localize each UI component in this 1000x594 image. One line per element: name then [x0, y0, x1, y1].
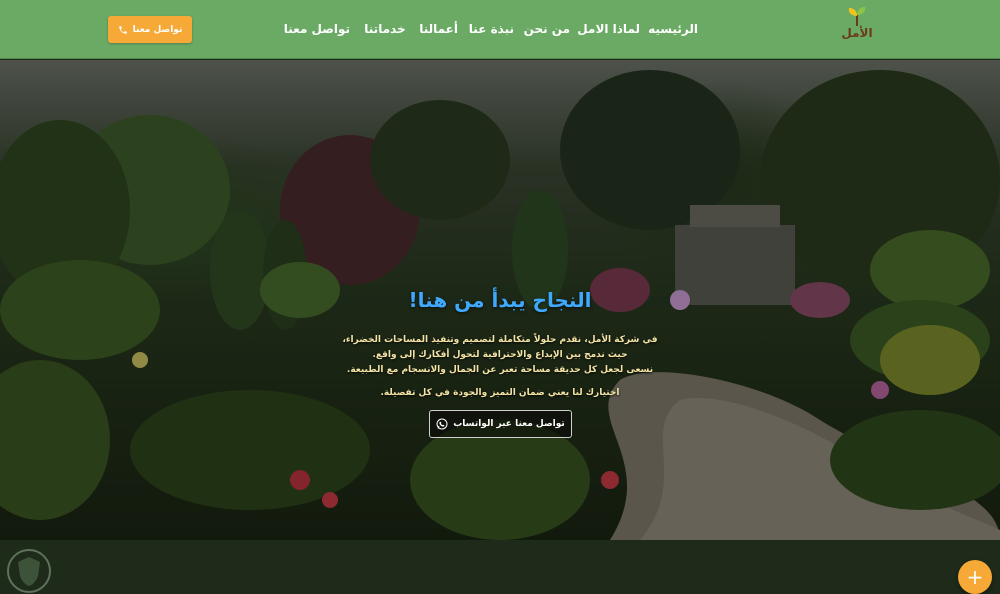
hero-title: النجاح يبدأ من هنا!: [408, 288, 592, 312]
plus-icon: +: [966, 565, 984, 589]
nav-item-works[interactable]: أعمالنا: [419, 22, 458, 36]
hero-paragraph-line-2: حيث ندمج بين الإبداع والاحترافية لتحول أفكارك إلى واقع.: [372, 350, 628, 360]
whatsapp-button[interactable]: [429, 410, 572, 438]
hero-paragraph-line-3: نسعى لجعل كل حديقة مساحة تعبر عن الجمال والانسجام مع الطبيعة.: [346, 365, 654, 375]
whatsapp-button-label: تواصل معنا عبر الواتساب: [453, 419, 565, 429]
nav-item-home[interactable]: الرئيسيه: [648, 22, 698, 36]
nav-item-contact[interactable]: تواصل معنا: [283, 22, 350, 36]
phone-icon: [118, 25, 128, 35]
plus-fab-button[interactable]: [958, 560, 992, 594]
contact-button[interactable]: [108, 16, 192, 43]
nav-item-who-we-are[interactable]: من نحن: [523, 22, 570, 36]
nav-item-about[interactable]: نبذة عنا: [468, 22, 514, 36]
hero-paragraph-line-4: اختيارك لنا يعني ضمان التميز والجودة في كل تفصيلة.: [380, 388, 620, 398]
whatsapp-icon: [436, 418, 448, 430]
nav-item-services[interactable]: خدماتنا: [364, 22, 406, 36]
contact-button-label: تواصل معنا: [132, 24, 183, 35]
hero-section: [0, 60, 1000, 589]
hero-paragraph-line-1: في شركة الأمل، نقدم حلولاً متكاملة لتصميم وتنفيذ المساحات الخضراء،: [342, 335, 658, 345]
logo-text: الأمل: [841, 26, 873, 40]
nav-item-why-us[interactable]: لماذا الامل: [577, 22, 640, 36]
site-header: [0, 0, 1000, 59]
shield-icon: [6, 548, 52, 594]
